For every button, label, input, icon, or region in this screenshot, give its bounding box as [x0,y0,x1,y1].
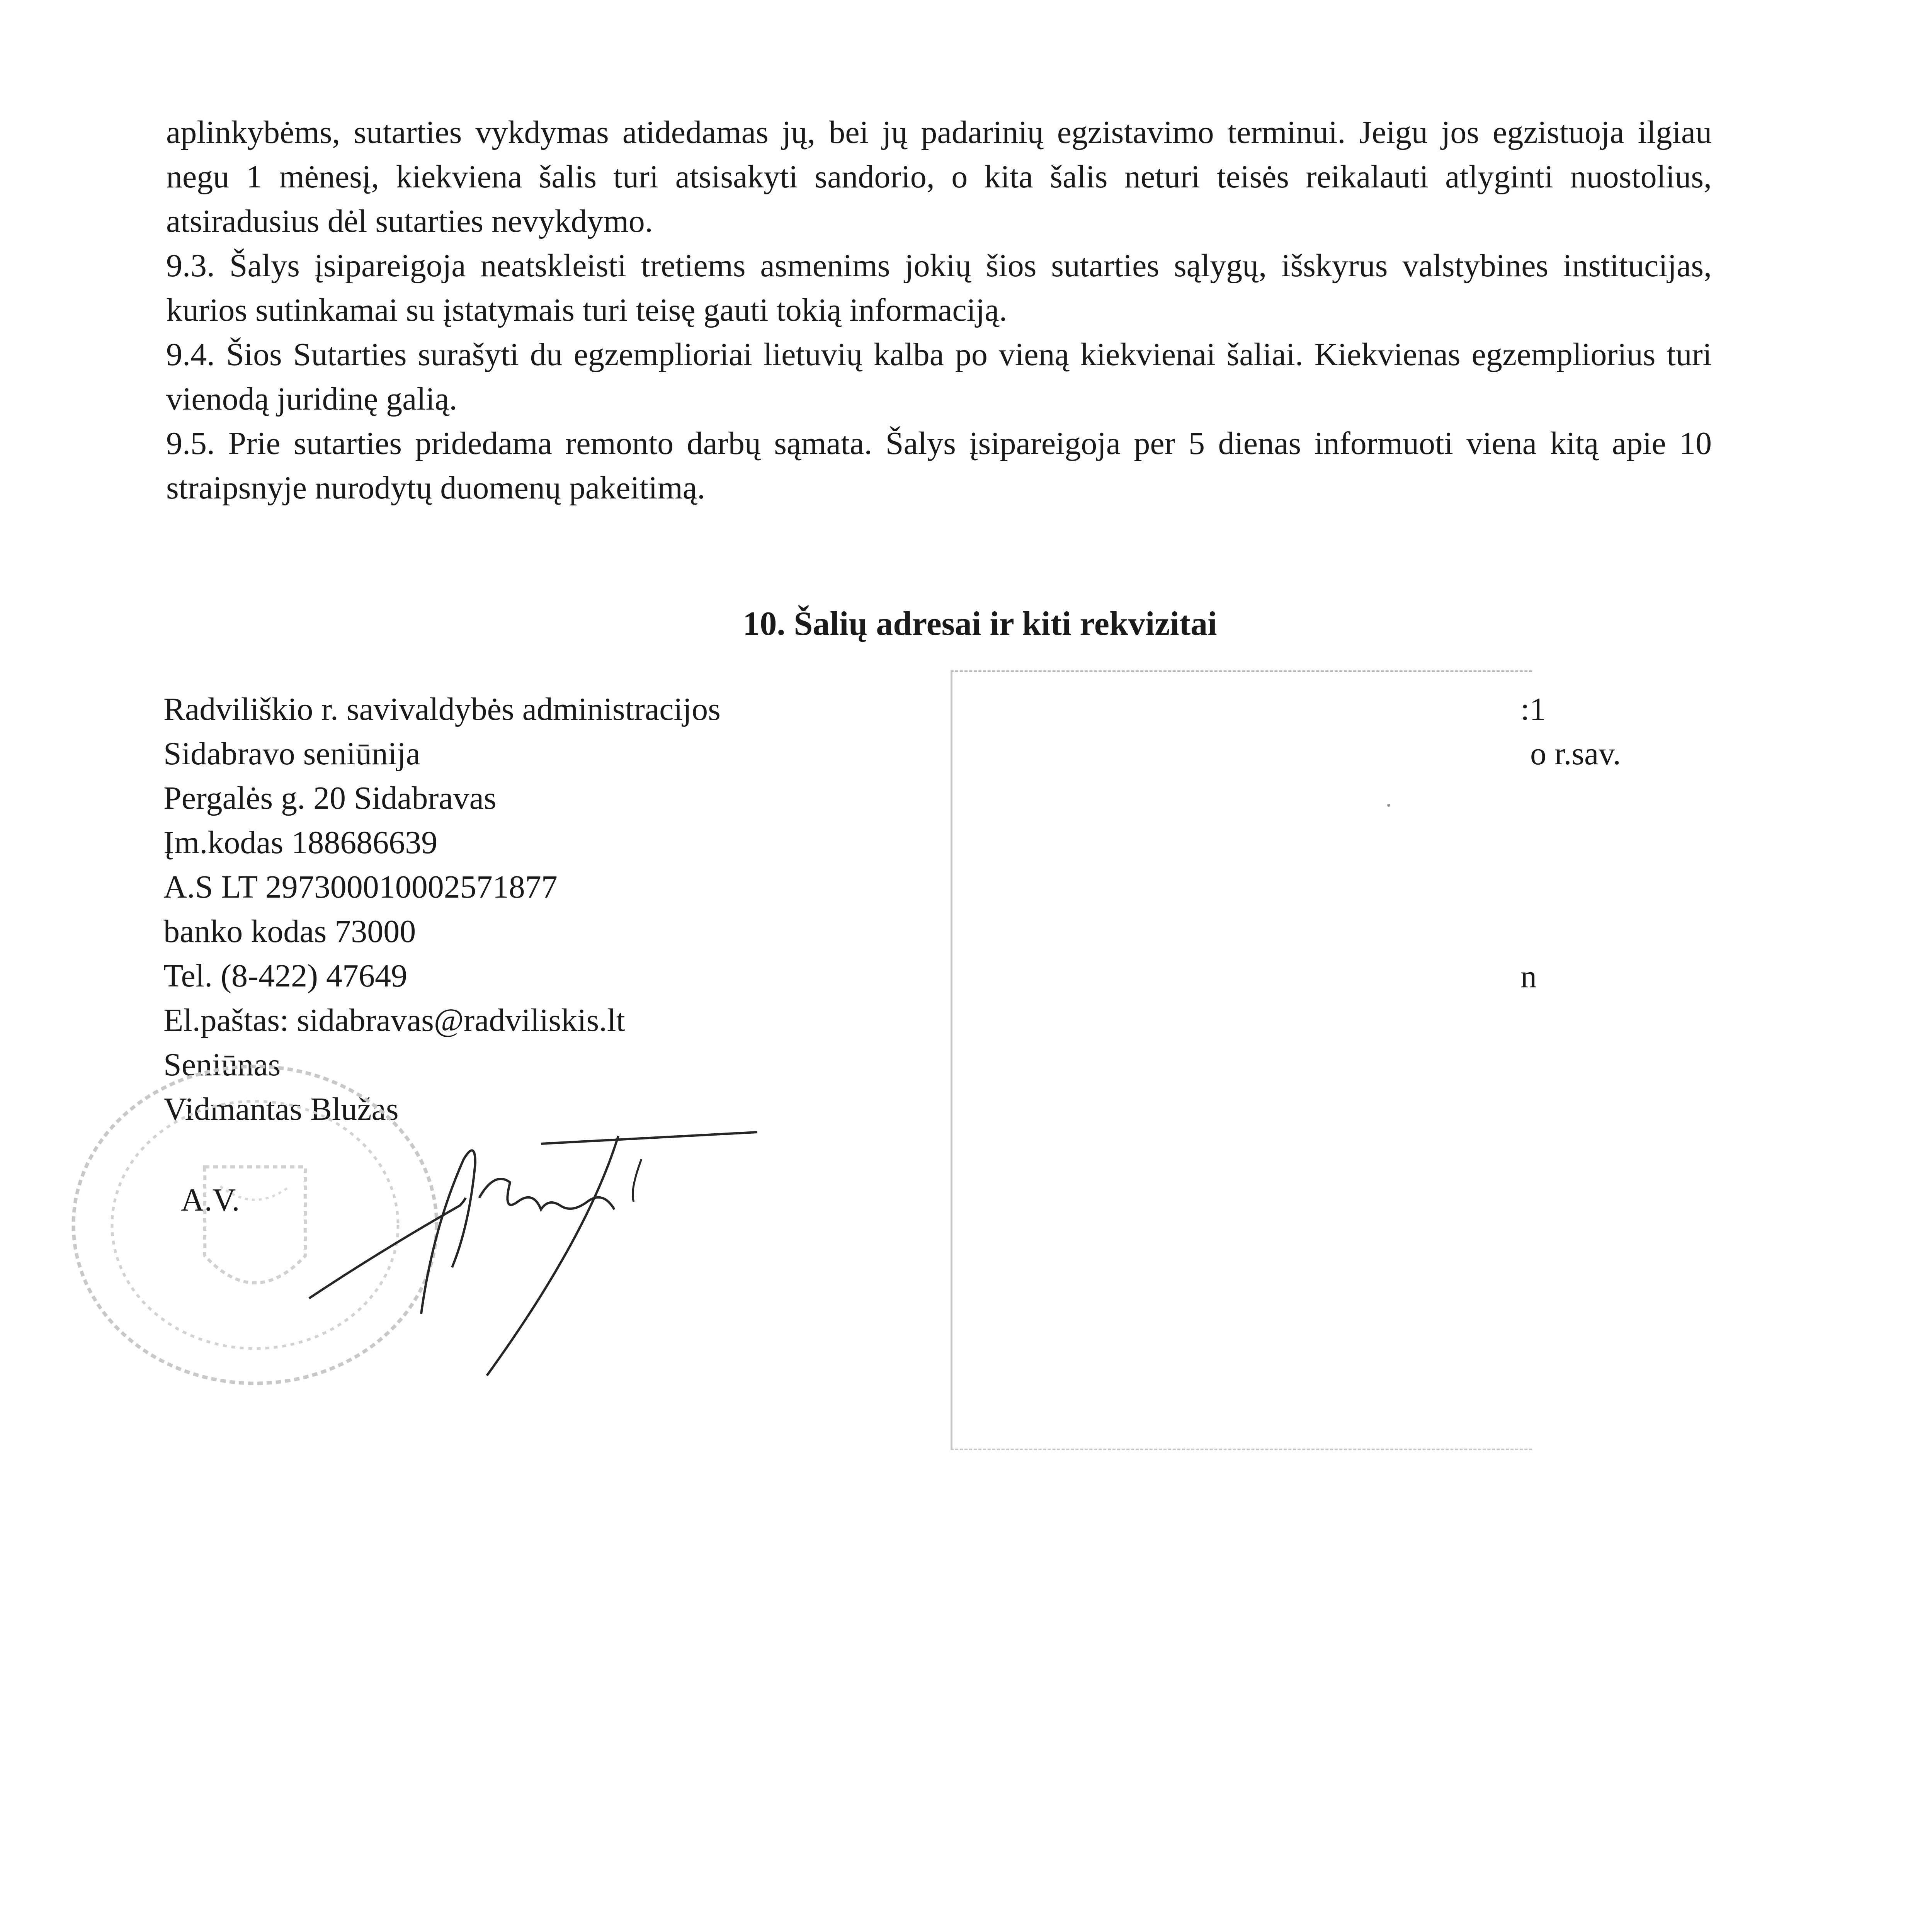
section-title: 10. Šalių adresai ir kiti rekvizitai [743,605,1217,643]
contract-body-text [166,110,1712,510]
stamp-place-label: A.V. [181,1182,240,1218]
party-left-company-code: Įm.kodas 188686639 [163,825,438,861]
redacted-party-right [951,670,1532,1450]
party-left-organization: Radviliškio r. savivaldybės administracijos [163,691,721,727]
party-right-fragment-2: o r.sav. [1530,736,1621,772]
paragraph-force-majeure: aplinkybėms, sutarties vykdymas atidedamas jų, bei jų padarinių egzistavimo terminui. Jeigu jos egzistuoja ilgiau negu 1 mėnesį, kiekviena šalis turi atsisakyti sandorio, o kita šalis neturi teisės reikalauti atlyginti nuostolius, atsiradusius dėl sutarties nevykdymo. [166,114,1712,239]
paragraph-9-3: 9.3. Šalys įsipareigoja neatskleisti tretiems asmenims jokių šios sutarties sąlygų, išskyrus valstybines institucijas, kurios sutinkamai su įstatymais turi teisę gauti tokią informaciją. [166,248,1712,328]
paragraph-9-5: 9.5. Prie sutarties pridedama remonto darbų sąmata. Šalys įsipareigoja per 5 dienas informuoti viena kitą apie 10 straipsnyje nurodytų duomenų pakeitimą. [166,425,1712,506]
party-left-signatory-title: Seniūnas [163,1047,281,1083]
party-left-phone: Tel. (8-422) 47649 [163,958,407,994]
scan-speck [1387,804,1390,807]
party-left-signatory-name: Vidmantas Blužas [163,1091,399,1127]
party-left-unit: Sidabravo seniūnija [163,736,420,772]
party-left-bank-account: A.S LT 297300010002571877 [163,869,558,905]
paragraph-9-4: 9.4. Šios Sutarties surašyti du egzemplioriai lietuvių kalba po vieną kiekvienai šaliai. Kiekvienas egzempliorius turi vienodą juridinę galią. [166,337,1712,417]
party-right-fragment-3: n [1520,959,1537,995]
handwritten-signature [294,1113,781,1391]
party-right-fragment-1: :1 [1520,691,1546,727]
party-left-bank-code: banko kodas 73000 [163,913,416,949]
party-left-address: Pergalės g. 20 Sidabravas [163,780,497,816]
party-left-email: El.paštas: sidabravas@radviliskis.lt [163,1002,625,1038]
